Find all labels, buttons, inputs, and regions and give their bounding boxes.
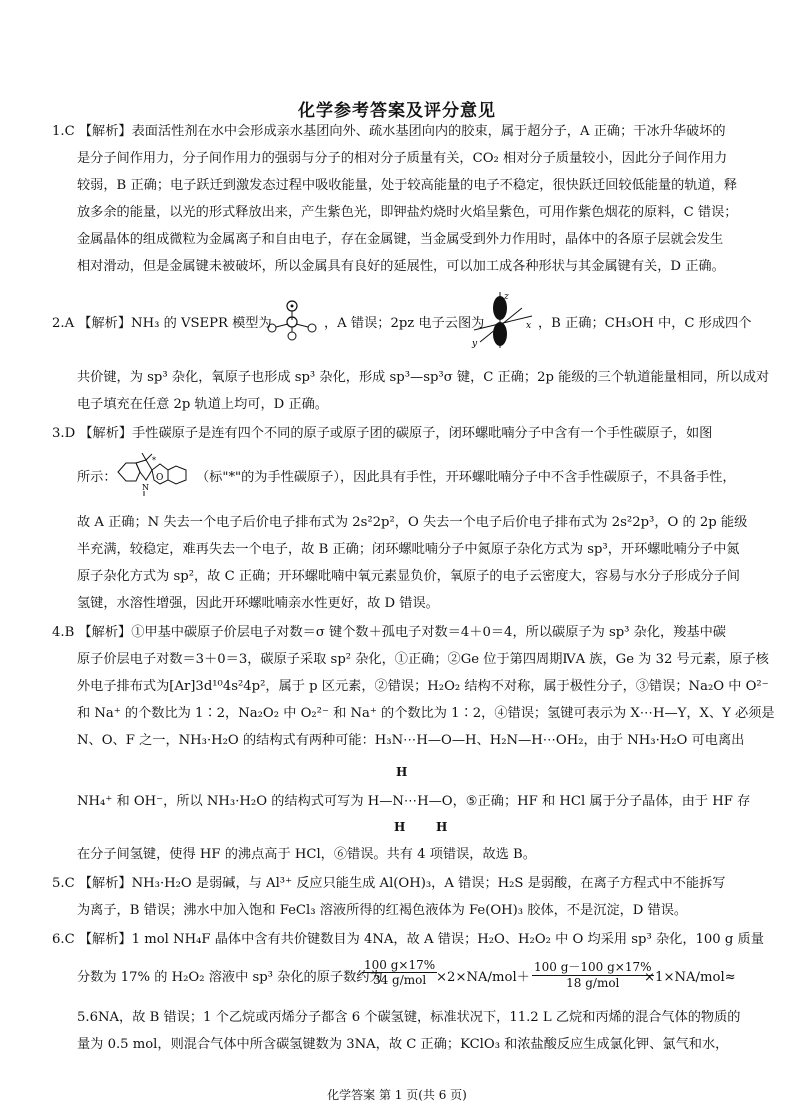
q6-line-3: 5.6NA，故 B 错误；1 个乙烷或丙烯分子都含 6 个碳氢键，标准状况下，11.2 L 乙烷和丙烯的混合气体的物质的: [77, 1010, 741, 1025]
svg-text:O: O: [156, 473, 164, 483]
q3-line-2b: （标"*"的为手性碳原子），因此具有手性，开环螺吡喃分子中不含手性碳原子，不具备手性，: [196, 470, 736, 485]
q3-line-1: 3.D 【解析】手性碳原子是连有四个不同的原子或原子团的碳原子，闭环螺吡喃分子中含有一个手性碳原子，如图: [52, 426, 713, 441]
q1-line-1: 1.C 【解析】表面活性剂在水中会形成亲水基团向外、疏水基团向内的胶束，属于超分子，A 正确；干冰升华破坏的: [52, 124, 726, 139]
fraction-1-numerator: 100 g×17%: [364, 958, 436, 972]
q2-line-3: 电子填充在任意 2p 轨道上均可，D 正确。: [77, 397, 328, 412]
q2-line-1b: ，A 错误；2pz 电子云图为: [324, 316, 485, 331]
q4-line-7: 在分子间氢键，使得 HF 的沸点高于 HCl，⑥错误。共有 4 项错误，故选 B。: [77, 847, 536, 862]
q1-line-5: 金属晶体的组成微粒为金属离子和自由电子，存在金属键，当金属受到外力作用时，晶体中的各原子层就会发生: [77, 232, 724, 247]
q2-line-2: 共价键，为 sp³ 杂化，氧原子也形成 sp³ 杂化，形成 sp³—sp³σ 键，C 正确；2p 能级的三个轨道能量相同，所以成对: [77, 370, 770, 385]
fraction-2: [532, 958, 654, 990]
q3-line-2a: 所示：: [77, 470, 117, 485]
axis-x-label: x: [526, 321, 532, 331]
h-mark-right: H: [436, 820, 448, 834]
q4-line-6: NH₄⁺ 和 OH⁻，所以 NH₃·H₂O 的结构式可写为 H—N⋯H—O，⑤正确；HF 和 HCl 属于分子晶体，由于 HF 存: [77, 794, 751, 809]
axis-z-label: z: [504, 292, 509, 302]
q6-line-2-tail: ×1×NA/mol≈: [644, 970, 736, 985]
q2-line-1c: ，B 正确；CH₃OH 中，C 形成四个: [538, 316, 752, 331]
q6-line-2a: 分数为 17% 的 H₂O₂ 溶液中 sp³ 杂化的原子数约为: [77, 970, 383, 985]
q3-line-5: 原子杂化方式为 sp²，故 C 正确；开环螺吡喃中氧元素显负价，氧原子的电子云密度大，容易与水分子形成分子间: [77, 569, 740, 584]
q2-line-1a: 2.A 【解析】NH₃ 的 VSEPR 模型为: [52, 316, 272, 331]
2pz-electron-cloud-figure: [470, 290, 536, 350]
svg-text:N: N: [142, 483, 149, 492]
nh3-vsepr-model-figure: [262, 298, 322, 342]
q3-line-3: 故 A 正确；N 失去一个电子后价电子排布式为 2s²2p²，O 失去一个电子后价电子排布式为 2s²2p³，O 的 2p 能级: [77, 515, 748, 530]
q6-line-1: 6.C 【解析】1 mol NH₄F 晶体中含有共价键数目为 4NA，故 A 错误；H₂O、H₂O₂ 中 O 均采用 sp³ 杂化，100 g 质量: [52, 932, 764, 947]
fraction-2-denominator: 18 g/mol: [566, 976, 620, 990]
q4-line-3: 外电子排布式为[Ar]3d¹⁰4s²4p²，属于 p 区元素，②错误；H₂O₂ 结构不对称，属于极性分子，③错误；Na₂O 中 O²⁻: [77, 679, 769, 694]
q3-line-6: 氢键，水溶性增强，因此开环螺吡喃亲水性更好，故 D 错误。: [77, 596, 439, 611]
page-title: 化学参考答案及评分意见: [298, 101, 496, 121]
svg-text:*: *: [152, 456, 156, 465]
q4-line-1: 4.B 【解析】①甲基中碳原子价层电子对数＝σ 键个数＋孤电子对数＝4＋0＝4，所以碳原子为 sp³ 杂化，羧基中碳: [52, 625, 726, 640]
q4-line-4: 和 Na⁺ 的个数比为 1∶2，Na₂O₂ 中 O₂²⁻ 和 Na⁺ 的个数比为 1∶2，④错误；氢键可表示为 X⋯H—Y，X、Y 必须是: [77, 706, 775, 721]
fraction-1: [362, 958, 437, 987]
page-footer: 化学答案 第 1 页(共 6 页): [327, 1088, 467, 1102]
axis-y-label: y: [472, 339, 478, 349]
fraction-2-numerator: 100 g－100 g×17%: [534, 960, 652, 974]
fraction-1-denominator: 34 g/mol: [372, 973, 427, 987]
spiropyran-structure-figure: [112, 450, 198, 496]
q3-line-4: 半充满，较稳定，难再失去一个电子，故 B 正确；闭环螺吡喃分子中氮原子杂化方式为 sp³，开环螺吡喃分子中氮: [77, 542, 740, 557]
q5-line-1: 5.C 【解析】NH₃·H₂O 是弱碱，与 Al³⁺ 反应只能生成 Al(OH)₃，A 错误；H₂S 是弱酸，在离子方程式中不能拆写: [52, 876, 726, 891]
q4-line-5: N、O、F 之一，NH₃·H₂O 的结构式有两种可能：H₃N⋯H—O—H、H₂N—H⋯OH₂，由于 NH₃·H₂O 可电离出: [77, 733, 745, 748]
q4-line-2: 原子价层电子对数＝3＋0＝3，碳原子采取 sp² 杂化，①正确；②Ge 位于第四周期ⅣA 族，Ge 为 32 号元素，原子核: [77, 652, 769, 667]
q1-line-3: 较弱，B 正确；电子跃迁到激发态过程中吸收能量，处于较高能量的电子不稳定，很快跃迁回较低能量的轨道，释: [77, 178, 738, 193]
q5-line-2: 为离子，B 错误；沸水中加入饱和 FeCl₃ 溶液所得的红褐色液体为 Fe(OH)₃ 胶体，不是沉淀，D 错误。: [77, 903, 688, 918]
q1-line-4: 放多余的能量，以光的形式释放出来，产生紫色光，即钾盐灼烧时火焰呈紫色，可用作紫色烟花的原料，C 错误；: [77, 205, 738, 220]
q1-line-2: 是分子间作用力，分子间作用力的强弱与分子的相对分子质量有关，CO₂ 相对分子质量较小，因此分子间作用力: [77, 151, 728, 166]
q6-line-2-mid: ×2×NA/mol＋: [436, 970, 530, 985]
h-mark-center: H: [396, 765, 408, 779]
q6-line-4: 量为 0.5 mol，则混合气体中所含碳氢键数为 3NA，故 C 正确；KClO₃ 和浓盐酸反应生成氯化钾、氯气和水，: [77, 1037, 729, 1052]
h-mark-left: H: [394, 820, 406, 834]
q1-line-6: 相对滑动，但是金属键未被破坏，所以金属具有良好的延展性，可以加工成各种形状与其金属键有关，D 正确。: [77, 259, 725, 274]
